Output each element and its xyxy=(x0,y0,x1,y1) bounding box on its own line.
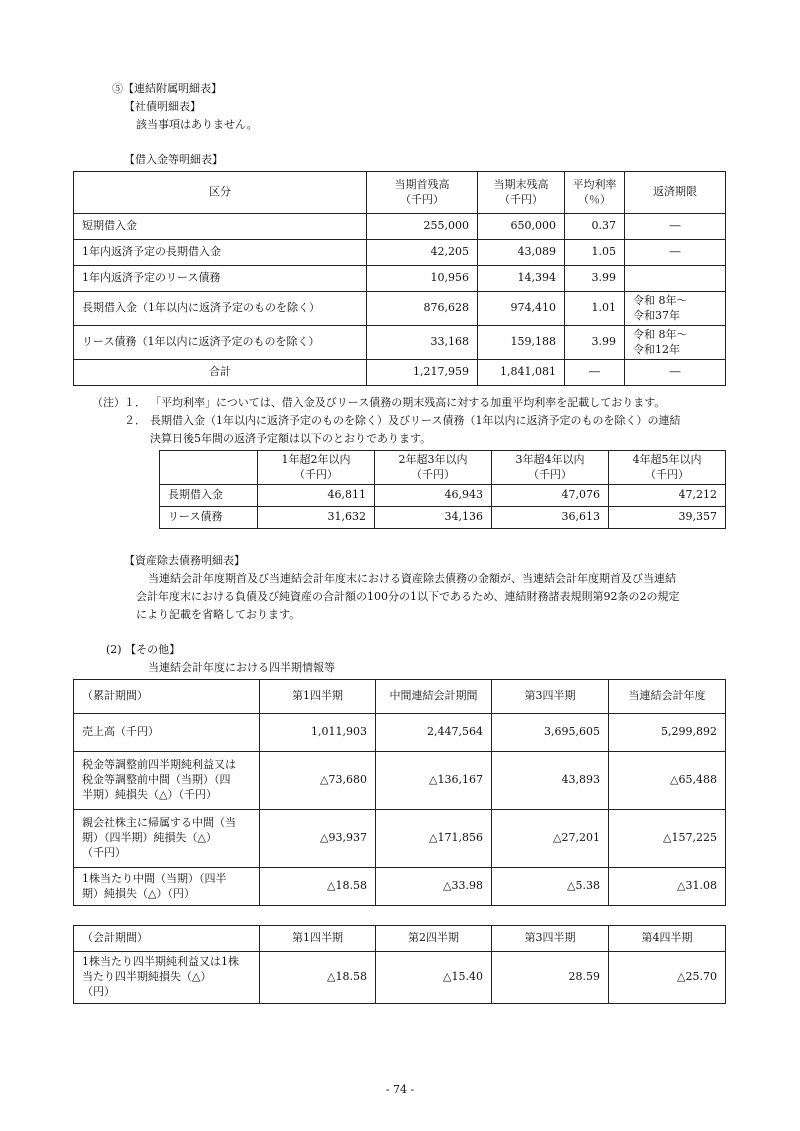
loans-row xyxy=(74,292,726,326)
loans-header-cell: 区分 xyxy=(74,172,367,214)
loans-cell: ― xyxy=(565,360,625,386)
loans-row xyxy=(74,214,726,240)
cumulative-cell: △33.98 xyxy=(376,868,492,906)
notes-prefix: （注） xyxy=(92,396,125,409)
note1-number: １． xyxy=(124,396,146,409)
other-subheading: 当連結会計年度における四半期情報等 xyxy=(148,661,335,674)
cumulative-cell: 1,011,903 xyxy=(260,714,376,752)
repay-cell: 34,136 xyxy=(375,507,492,529)
aro-line1: 当連結会計年度期首及び当連結会計年度末における資産除去債務の金額が、当連結会計年度期首及び当連結 xyxy=(148,572,676,585)
loans-cell: 255,000 xyxy=(367,214,478,240)
period-header-cell: 第3四半期 xyxy=(492,926,609,952)
loans-cell: 3.99 xyxy=(565,326,625,360)
period-cell: △25.70 xyxy=(609,952,726,1004)
cumulative-cell: △65,488 xyxy=(609,752,726,810)
repay-row xyxy=(160,507,726,529)
cumulative-cell: 税金等調整前四半期純利益又は 税金等調整前中間（当期）（四 半期）純損失（△）（千円） xyxy=(74,752,260,810)
loans-cell: 1年内返済予定の長期借入金 xyxy=(74,240,367,266)
note2-line2: 決算日後5年間の返済予定額は以下のとおりであります。 xyxy=(150,432,432,445)
period-row xyxy=(74,952,726,1004)
loans-cell: 43,089 xyxy=(478,240,565,266)
repay-header-cell: 3年超4年以内 （千円） xyxy=(492,451,609,485)
cumulative-row xyxy=(74,714,726,752)
loans-cell: 33,168 xyxy=(367,326,478,360)
loans-cell: 1,841,081 xyxy=(478,360,565,386)
loans-cell: 0.37 xyxy=(565,214,625,240)
loans-header-row xyxy=(74,172,726,214)
loans-row xyxy=(74,240,726,266)
loans-header-cell: 当期首残高 （千円） xyxy=(367,172,478,214)
aro-line2: 会計年度末における負債及び純資産の合計額の100分の1以下であるため、連結財務諸表規則第92条の2の規定 xyxy=(136,590,680,603)
bonds-heading: 【社債明細表】 xyxy=(124,100,201,113)
repay-cell: 47,076 xyxy=(492,485,609,507)
repay-cell: 31,632 xyxy=(258,507,375,529)
repay-cell: リース債務 xyxy=(160,507,258,529)
loans-cell: 14,394 xyxy=(478,266,565,292)
cumulative-cell: 親会社株主に帰属する中間（当 期）（四半期）純損失（△） （千円） xyxy=(74,810,260,868)
cumulative-row xyxy=(74,868,726,906)
period-cell: 1株当たり四半期純利益又は1株 当たり四半期純損失（△） （円） xyxy=(74,952,260,1004)
loans-row xyxy=(74,326,726,360)
loans-table xyxy=(73,171,726,386)
period-header-cell: 第2四半期 xyxy=(376,926,492,952)
loans-cell: 42,205 xyxy=(367,240,478,266)
cumulative-cell: △5.38 xyxy=(492,868,609,906)
cumulative-cell: 3,695,605 xyxy=(492,714,609,752)
loans-cell: 令和 8年～ 令和37年 xyxy=(625,292,726,326)
cumulative-header-cell: 第1四半期 xyxy=(260,680,376,714)
cumulative-cell: △136,167 xyxy=(376,752,492,810)
loans-cell: 1,217,959 xyxy=(367,360,478,386)
repay-cell: 47,212 xyxy=(609,485,726,507)
loans-row xyxy=(74,266,726,292)
period-cell: △15.40 xyxy=(376,952,492,1004)
repay-header-cell: 4年超5年以内 （千円） xyxy=(609,451,726,485)
loans-cell: 合計 xyxy=(74,360,367,386)
cumulative-header-row xyxy=(74,680,726,714)
repay-header-row xyxy=(160,451,726,485)
loans-cell: 650,000 xyxy=(478,214,565,240)
repay-cell: 46,943 xyxy=(375,485,492,507)
loans-cell: 短期借入金 xyxy=(74,214,367,240)
bonds-text: 該当事項はありません。 xyxy=(136,118,258,131)
loans-header-cell: 返済期限 xyxy=(625,172,726,214)
repay-header-cell xyxy=(160,451,258,485)
cumulative-row xyxy=(74,810,726,868)
cumulative-cell: △18.58 xyxy=(260,868,376,906)
repay-header-cell: 1年超2年以内 （千円） xyxy=(258,451,375,485)
other-heading: (2) 【その他】 xyxy=(106,643,181,656)
cumulative-quarterly-table xyxy=(73,679,726,906)
repay-row xyxy=(160,485,726,507)
loans-heading: 【借入金等明細表】 xyxy=(124,153,223,166)
cumulative-header-cell: 当連結会計年度 xyxy=(609,680,726,714)
cumulative-header-cell: （累計期間） xyxy=(74,680,260,714)
repay-cell: 36,613 xyxy=(492,507,609,529)
loans-header-cell: 平均利率 （％） xyxy=(565,172,625,214)
loans-cell: 1.05 xyxy=(565,240,625,266)
loans-cell: ― xyxy=(625,360,726,386)
cumulative-cell: △171,856 xyxy=(376,810,492,868)
page-number: - 74 - xyxy=(385,1083,415,1096)
period-cell: △18.58 xyxy=(260,952,376,1004)
period-header-row xyxy=(74,926,726,952)
section-heading: ⑤【連結附属明細表】 xyxy=(112,82,222,95)
cumulative-cell: 43,893 xyxy=(492,752,609,810)
loans-cell: 1年内返済予定のリース債務 xyxy=(74,266,367,292)
loans-cell: リース債務（1年以内に返済予定のものを除く） xyxy=(74,326,367,360)
note2-number: ２． xyxy=(124,414,146,427)
cumulative-cell: △73,680 xyxy=(260,752,376,810)
repay-cell: 46,811 xyxy=(258,485,375,507)
loans-header-cell: 当期末残高 （千円） xyxy=(478,172,565,214)
cumulative-cell: 2,447,564 xyxy=(376,714,492,752)
cumulative-cell: △157,225 xyxy=(609,810,726,868)
cumulative-cell: △93,937 xyxy=(260,810,376,868)
cumulative-cell: △27,201 xyxy=(492,810,609,868)
loans-cell: 長期借入金（1年以内に返済予定のものを除く） xyxy=(74,292,367,326)
cumulative-header-cell: 中間連結会計期間 xyxy=(376,680,492,714)
cumulative-row xyxy=(74,752,726,810)
loans-cell: ― xyxy=(625,240,726,266)
period-quarterly-table xyxy=(73,925,726,1004)
loans-cell: 令和 8年～ 令和12年 xyxy=(625,326,726,360)
cumulative-cell: △31.08 xyxy=(609,868,726,906)
loans-cell: 876,628 xyxy=(367,292,478,326)
aro-line3: により記載を省略しております。 xyxy=(136,608,301,621)
cumulative-cell: 5,299,892 xyxy=(609,714,726,752)
loans-row xyxy=(74,360,726,386)
period-header-cell: 第1四半期 xyxy=(260,926,376,952)
period-header-cell: 第4四半期 xyxy=(609,926,726,952)
loans-cell: ― xyxy=(625,214,726,240)
loans-cell: 1.01 xyxy=(565,292,625,326)
loans-cell: 974,410 xyxy=(478,292,565,326)
repayment-schedule-table xyxy=(159,450,726,529)
repay-header-cell: 2年超3年以内 （千円） xyxy=(375,451,492,485)
period-cell: 28.59 xyxy=(492,952,609,1004)
repay-cell: 39,357 xyxy=(609,507,726,529)
cumulative-cell: 売上高（千円） xyxy=(74,714,260,752)
loans-cell xyxy=(625,266,726,292)
note2-line1: 長期借入金（1年以内に返済予定のものを除く）及びリース債務（1年以内に返済予定のものを除く）の連結 xyxy=(150,414,681,427)
cumulative-cell: 1株当たり中間（当期）（四半 期）純損失（△）（円） xyxy=(74,868,260,906)
loans-cell: 3.99 xyxy=(565,266,625,292)
repay-cell: 長期借入金 xyxy=(160,485,258,507)
loans-cell: 159,188 xyxy=(478,326,565,360)
period-header-cell: （会計期間） xyxy=(74,926,260,952)
note1-text: 「平均利率」については、借入金及びリース債務の期末残高に対する加重平均利率を記載しております。 xyxy=(150,396,666,409)
loans-cell: 10,956 xyxy=(367,266,478,292)
cumulative-header-cell: 第3四半期 xyxy=(492,680,609,714)
aro-heading: 【資産除去債務明細表】 xyxy=(124,554,245,567)
